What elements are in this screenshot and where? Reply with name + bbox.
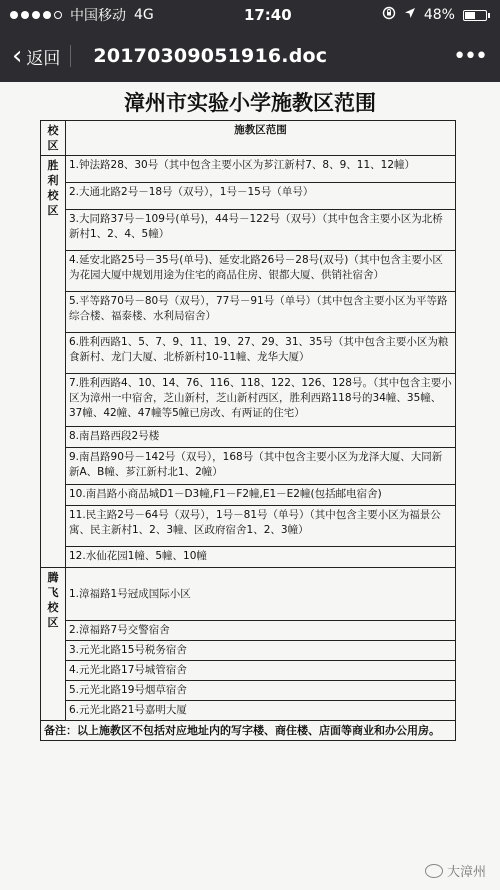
table-row (41, 681, 456, 701)
table-row (41, 210, 456, 251)
header-school: 校区 (41, 121, 66, 156)
table-row (41, 374, 456, 427)
table-row (41, 701, 456, 721)
table-row (41, 448, 456, 485)
range-cell: 2.大通北路2号－18号（双号），1号－15号（单号） (66, 183, 456, 210)
range-cell: 12.水仙花园1幢、5幢、10幢 (66, 547, 456, 568)
watermark-text: 大漳州 (446, 865, 486, 880)
table-row (41, 427, 456, 448)
doc-heading: 漳州市实验小学施教区范围 (124, 91, 376, 115)
table-row (41, 506, 456, 547)
wechat-icon (425, 864, 443, 878)
range-cell: 10.南昌路小商品城D1－D3幢,F1－F2幢,E1－E2幢(包括邮电宿舍) (66, 485, 456, 506)
range-cell: 4.延安北路25号－35号(单号)、延安北路26号－28号(双号)（其中包含主要小区为花园大厦中规划用途为住宅的商品住房、银都大厦、供销社宿舍） (66, 251, 456, 292)
table-row (41, 641, 456, 661)
range-cell: 11.民主路2号－64号（双号），1号－81号（单号）（其中包含主要小区为福景公寓、民主新村1、2、3幢、区政府宿舍1、2、3幢） (66, 506, 456, 547)
network-type: 4G (134, 7, 154, 23)
range-cell: 3.元光北路15号税务宿舍 (66, 641, 456, 661)
carrier-name: 中国移动 (70, 8, 126, 24)
range-cell: 5.平等路70号－80号（双号），77号－91号（单号）（其中包含主要小区为平等路综合楼、福泰楼、水利局宿舍） (66, 292, 456, 333)
chevron-left-icon: ‹ (12, 41, 23, 71)
table-row (41, 547, 456, 568)
watermark (425, 861, 486, 880)
status-time: 17:40 (243, 6, 292, 24)
table-row (41, 292, 456, 333)
table-row (41, 183, 456, 210)
note-cell: 备注：以上施教区不包括对应地址内的写字楼、商住楼、店面等商业和办公用房。 (41, 721, 456, 741)
campus-name (41, 156, 66, 568)
table-row (41, 485, 456, 506)
location-arrow-icon (404, 7, 416, 23)
range-cell: 3.大同路37号－109号(单号)，44号－122号（双号）（其中包含主要小区为北桥新村1、2、4、5幢） (66, 210, 456, 251)
status-left (10, 5, 154, 25)
range-cell: 1.漳福路1号冠成国际小区 (66, 568, 456, 621)
status-bar (0, 0, 500, 30)
range-cell: 6.胜利西路1、5、7、9、11、19、27、29、31、35号（其中包含主要小区为粮食新村、龙门大厦、北桥新村10-11幢、龙华大厦） (66, 333, 456, 374)
campus-name-text: 胜 利 校 区 (47, 159, 59, 217)
table-row (41, 156, 456, 183)
nav-divider (70, 45, 71, 67)
range-cell: 2.漳福路7号交警宿舍 (66, 621, 456, 641)
rotation-lock-icon (382, 6, 396, 24)
navigation-bar (0, 30, 500, 82)
status-right (382, 6, 490, 24)
campus-name-text: 腾 飞 校 区 (47, 571, 59, 629)
range-cell: 5.元光北路19号烟草宿舍 (66, 681, 456, 701)
table-row (41, 251, 456, 292)
battery-percent: 48% (423, 7, 455, 23)
range-cell: 9.南昌路90号－142号（双号），168号（其中包含主要小区为龙泽大厦、大同新新A、B幢、芗江新村北1、2幢） (66, 448, 456, 485)
document-title: 20170309051916.doc (93, 45, 328, 67)
note-row (41, 721, 456, 741)
signal-strength-icon (10, 11, 62, 19)
battery-icon (463, 10, 490, 21)
table-row (41, 661, 456, 681)
range-cell: 6.元光北路21号嘉明大厦 (66, 701, 456, 721)
table-row (41, 333, 456, 374)
range-cell: 1.钟法路28、30号（其中包含主要小区为芗江新村7、8、9、11、12幢） (66, 156, 456, 183)
range-cell: 8.南昌路西段2号楼 (66, 427, 456, 448)
back-button[interactable] (0, 30, 70, 82)
header-range: 施教区范围 (66, 121, 456, 156)
range-cell: 7.胜利西路4、10、14、76、116、118、122、126、128号。（其中包含主要小区为漳州一中宿舍，芝山新村，芝山新村西区，胜利西路118号的34幢、35幢、37幢、42幢、47幢等5幢已房改、有两证的住宅） (66, 374, 456, 427)
campus-name (41, 568, 66, 721)
back-label: 返回 (26, 48, 61, 69)
table-row (41, 568, 456, 621)
more-horizontal-icon[interactable]: ••• (453, 43, 486, 69)
document-view[interactable] (0, 82, 500, 890)
table-row (41, 621, 456, 641)
enrollment-table (40, 120, 456, 741)
table-header-row (41, 121, 456, 156)
range-cell: 4.元光北路17号城管宿舍 (66, 661, 456, 681)
